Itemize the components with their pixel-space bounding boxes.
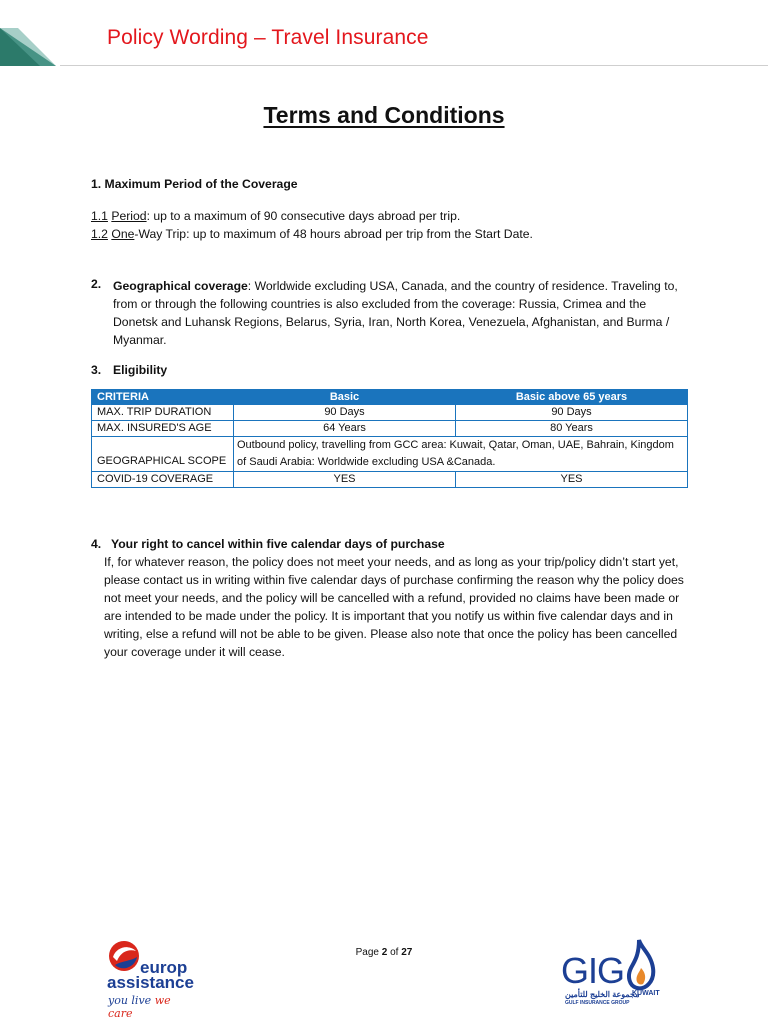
table-row (92, 405, 688, 421)
table-cell: MAX. TRIP DURATION (92, 405, 234, 421)
gig-group-name: GULF INSURANCE GROUP (565, 1000, 630, 1006)
header-title: Policy Wording – Travel Insurance (107, 26, 429, 49)
column-header: CRITERIA (92, 390, 234, 405)
section-2-paragraph (113, 277, 693, 349)
section-4-number: 4. (91, 537, 102, 551)
page-number: Page 2 of 27 (355, 947, 413, 958)
column-header: Basic (234, 390, 456, 405)
section-4-title: Your right to cancel within five calendar days of purchase (111, 537, 445, 551)
table-cell: Outbound policy, travelling from GCC area: Kuwait, Qatar, Oman, UAE, Bahrain, Kingdom of Saudi Arabia: Worldwide excluding USA &Canada. (234, 437, 688, 472)
header-divider (60, 65, 768, 66)
section-3-title: Eligibility (113, 363, 168, 377)
logo-word-assistance: assistance (107, 973, 194, 992)
table-header-row (92, 390, 688, 405)
header-corner-graphic (0, 28, 60, 66)
eligibility-table (91, 389, 688, 488)
logo-word-europ: europ (140, 958, 188, 977)
page-header (0, 0, 768, 66)
gig-country: KUWAIT (632, 990, 660, 997)
table-cell: MAX. INSURED'S AGE (92, 421, 234, 437)
item-number: 1.1 (91, 209, 108, 223)
item-label: One (111, 227, 135, 241)
gig-arabic-name: مجموعة الخليج للتأمين (565, 990, 640, 999)
table-cell: 80 Years (456, 421, 688, 437)
table-cell: 90 Days (234, 405, 456, 421)
section-2-label: Geographical coverage (113, 279, 248, 293)
item-number: 1.2 (91, 227, 108, 241)
table-cell: YES (234, 472, 456, 488)
item-text: -Way Trip: up to maximum of 48 hours abroad per trip from the Start Date. (134, 227, 533, 241)
section-2-text: : Worldwide excluding USA, Canada, and the country of residence. Traveling to, from or through the following countries is also excluded from the coverage: Russia, Crimea and the Donetsk and Luhansk Regions, Belarus, Syria, Iran, North Korea, Venezuela, Afghanistan, and Burma / Myanmar. (113, 279, 678, 347)
table-row (92, 472, 688, 488)
table-cell: 90 Days (456, 405, 688, 421)
gig-flame-icon (625, 938, 659, 992)
table-row (92, 437, 688, 472)
table-cell: 64 Years (234, 421, 456, 437)
item-label: Period (111, 209, 147, 223)
section-1-item (91, 225, 533, 243)
document-title: Terms and Conditions (263, 102, 505, 128)
gig-logo-text: GIG (561, 950, 625, 991)
table-cell: GEOGRAPHICAL SCOPE (92, 437, 234, 472)
logo-tagline: you live we care (108, 994, 171, 1020)
item-text: : up to a maximum of 90 consecutive days abroad per trip. (146, 209, 461, 223)
section-1-title: 1. Maximum Period of the Coverage (91, 177, 298, 191)
section-1-items (91, 207, 533, 243)
table-cell: YES (456, 472, 688, 488)
section-4-paragraph: If, for whatever reason, the policy does not meet your needs, and as long as your trip/policy didn’t start yet, please contact us in writing within five calendar days of purchase confirming the reason why the policy does not meet your needs, and the policy will be cancelled with a refund, provided no claims have been made or are intended to be made under the policy. It is important that you notify us within five calendar days and in writing, else a refund will not be able to be given. Please also note that once the policy has been cancelled your coverage under it will cease. (104, 555, 684, 659)
table-row (92, 421, 688, 437)
table-cell: COVID-19 COVERAGE (92, 472, 234, 488)
section-3-number: 3. (91, 363, 102, 377)
section-1-item (91, 207, 533, 225)
gig-logo (555, 936, 665, 1011)
section-2-number: 2. (91, 277, 102, 291)
column-header: Basic above 65 years (456, 390, 688, 405)
